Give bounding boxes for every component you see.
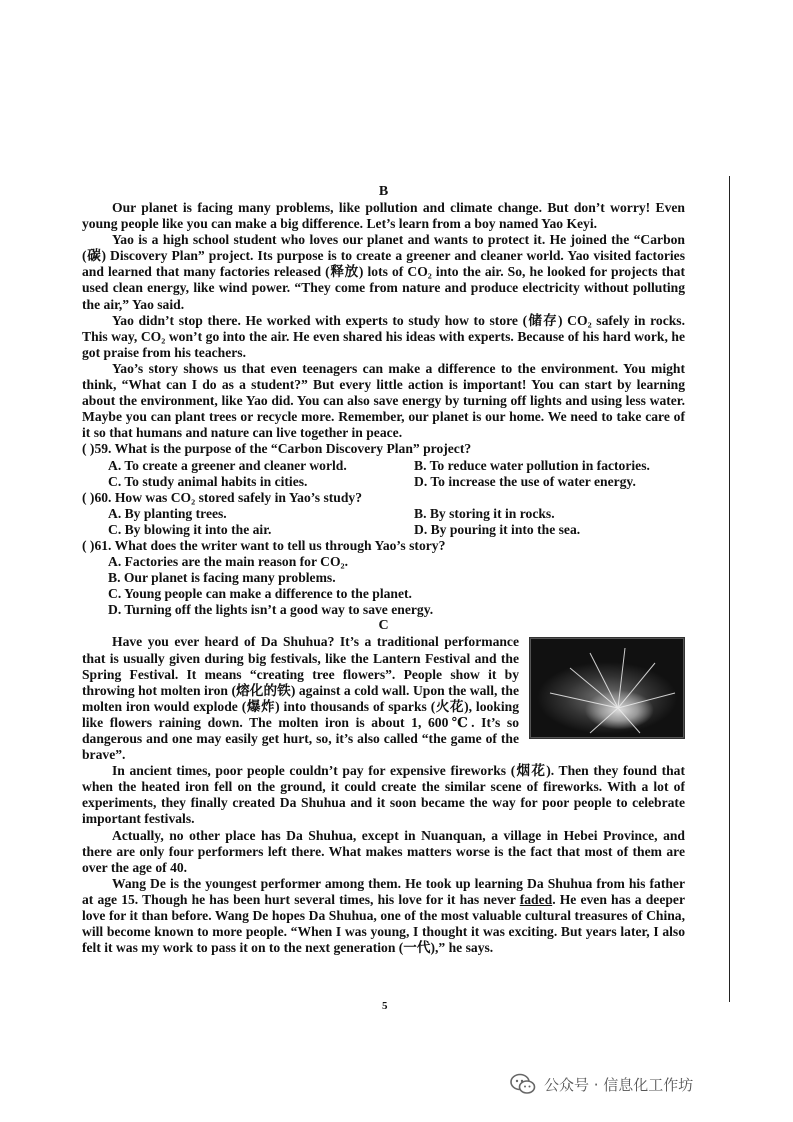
section-c-paragraph-4: [82, 876, 685, 956]
margin-line: [729, 176, 730, 1002]
option-c: C. Young people can make a difference to the planet.: [108, 586, 412, 602]
option-c: C. By blowing it into the air.: [108, 521, 272, 537]
option-c: C. To study animal habits in cities.: [108, 473, 308, 489]
section-c-paragraph-1: Have you ever heard of Da Shuhua? It’s a traditional performance that is usually given during big festivals, like the Lantern Festival and the Spring Festival. It means “creating tree flowers”. People show it by throwing hot molten iron (熔化的铁) against a cold wall. Upon the wall, the molten iron would explode (爆炸) into thousands of sparks (火花), looking like flowers raining down. The molten iron is about 1, 600℃. It’s so dangerous and one may easily get hurt, so, it’s also called “the game of the brave”.: [82, 634, 519, 763]
watermark-text: 公众号 · 信息化工作坊: [544, 1075, 694, 1094]
paragraph-text: . He even has a deeper love for it than before. Wang De hopes Da Shuhua, one of the most valuable cultural treasures of China, will become known to more people. “When I was young, I thought it was exciting. But years later, I also felt it was my work to pass it on to the next generation (一代),” he says.: [82, 891, 685, 956]
option-b: B. By storing it in rocks.: [414, 505, 555, 521]
question-60: [82, 490, 685, 506]
answer-bracket[interactable]: ( ): [82, 489, 95, 505]
section-b-paragraph-2: Yao is a high school student who loves our planet and wants to protect it. He joined the “Carbon (碳) Discovery Plan” project. Its purpose is to create a greener and cleaner world. Yao visited factories and learned that many factories released (释放) lots of CO₂ into the air. So, he looked for projects that used clean energy, like wind power. “They come from nature and produce electricity without polluting the air,” Yao said.: [82, 232, 685, 312]
section-c-heading: C: [378, 618, 389, 634]
option-d: D. To increase the use of water energy.: [414, 473, 636, 489]
wechat-icon: [510, 1073, 536, 1095]
exam-page: [82, 184, 685, 956]
question-stem: 59. What is the purpose of the “Carbon Discovery Plan” project?: [94, 441, 472, 457]
section-c-paragraph-3: Actually, no other place has Da Shuhua, except in Nuanquan, a village in Hebei Province, and there are only four performers left there. What makes matters worse is the fact that most of them are over the age of 40.: [82, 827, 685, 875]
option-d: D. Turning off the lights isn’t a good way to save energy.: [108, 602, 434, 618]
section-b-paragraph-1: Our planet is facing many problems, like pollution and climate change. But don’t worry! Even young people like you can make a big difference. Let’s learn from a boy named Yao Keyi.: [82, 200, 685, 232]
question-stem: 60. How was CO₂ stored safely in Yao’s study?: [94, 489, 362, 505]
page-number: 5: [382, 1000, 388, 1012]
option-a: A. Factories are the main reason for CO₂.: [108, 554, 349, 570]
question-59-options: [82, 458, 685, 490]
answer-bracket[interactable]: ( ): [82, 441, 95, 457]
section-b-heading: B: [378, 184, 389, 199]
option-a: A. By planting trees.: [108, 505, 227, 521]
question-61: [82, 538, 685, 554]
option-d: D. By pouring it into the sea.: [414, 521, 581, 537]
paragraph-text: Wang De is the youngest performer among them. He took up learning Da Shuhua from his father at age 15. Though he has been hurt several times, his love for it has never: [82, 875, 685, 907]
answer-bracket[interactable]: ( ): [82, 537, 95, 553]
section-c-body: [82, 634, 685, 956]
question-59: [82, 441, 685, 457]
question-60-options: [82, 506, 685, 538]
section-c-paragraph-2: In ancient times, poor people couldn’t pay for expensive fireworks (烟花). Then they found that when the heated iron fell on the ground, it could create the similar scene of fireworks. With a lot of experiments, they finally created Da Shuhua and it soon became the way for poor people to celebrate important festivals.: [82, 763, 685, 827]
section-b-paragraph-4: Yao’s story shows us that even teenagers can make a difference to the environment. You might think, “What can I do as a student?” But every little action is important! You can start by learning about the environment, like Yao did. You can also save energy by turning off lights and using less water. Maybe you can plant trees or recycle more. Remember, our planet is our home. We need to take care of it so that humans and nature can live together in peace.: [82, 360, 685, 441]
sparks-illustration: [530, 638, 684, 738]
section-b-paragraph-3: Yao didn’t stop there. He worked with experts to study how to store (储存) CO₂ safely in rocks. This way, CO₂ won’t go into the air. He even shared his ideas with experts. Because of his hard work, he got praise from his teachers.: [82, 312, 685, 360]
underlined-word: faded: [519, 891, 553, 907]
watermark: [510, 1073, 693, 1095]
option-a: A. To create a greener and cleaner world.: [108, 457, 347, 473]
option-b: B. To reduce water pollution in factories.: [414, 457, 650, 473]
question-stem: 61. What does the writer want to tell us through Yao’s story?: [94, 537, 446, 553]
da-shuhua-photo: [529, 637, 685, 739]
option-b: B. Our planet is facing many problems.: [108, 570, 336, 586]
